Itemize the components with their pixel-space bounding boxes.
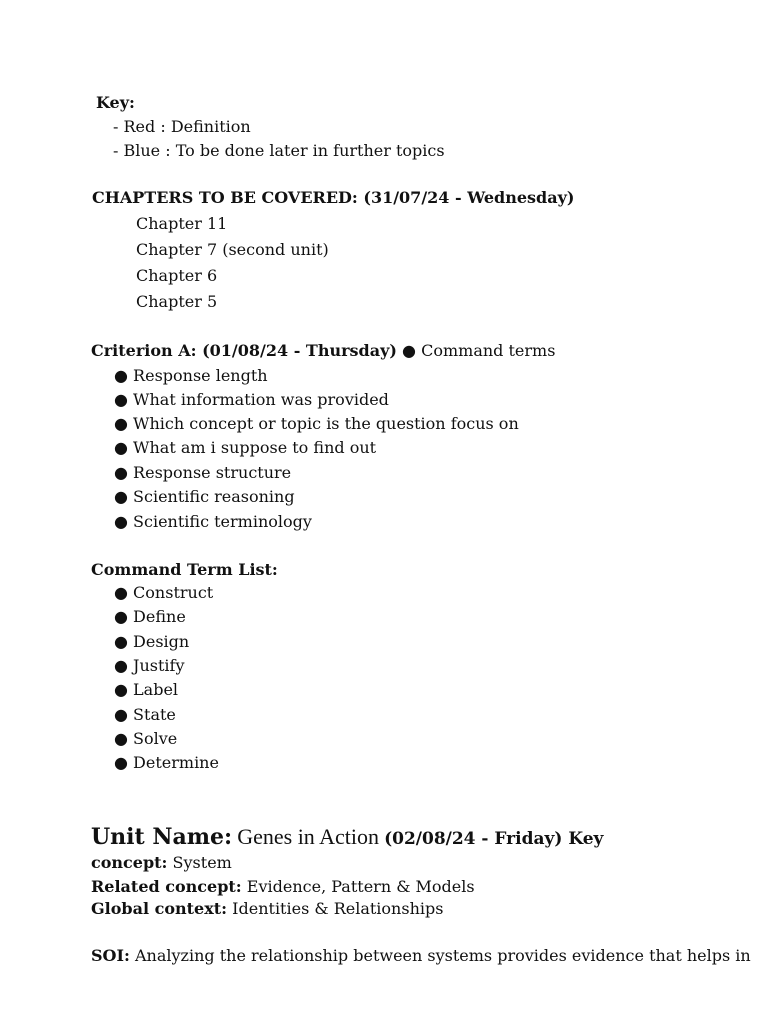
unit-date: (02/08/24 - Friday) Key (384, 829, 604, 849)
command-term-item: ● Design (114, 632, 190, 651)
unit-name-label: Unit Name: (91, 824, 233, 850)
criterion-item: ● What am i suppose to find out (114, 438, 377, 457)
unit-concept-line (91, 853, 232, 873)
chapter-item: Chapter 5 (136, 292, 218, 311)
unit-soi-value: Analyzing the relationship between systems provides evidence that helps in (134, 946, 751, 965)
criterion-item: ● Scientific terminology (114, 512, 312, 531)
unit-related-value: Evidence, Pattern & Models (246, 877, 475, 896)
unit-concept-label: concept: (91, 853, 168, 872)
command-term-item: ● Justify (114, 656, 185, 675)
criterion-heading: Criterion A: (01/08/24 - Thursday) (91, 341, 397, 360)
unit-global-line (91, 899, 443, 919)
command-term-item: ● State (114, 705, 176, 724)
criterion-item: ● Response structure (114, 463, 292, 482)
criterion-inline-item: ● Command terms (402, 341, 556, 360)
unit-related-line (91, 877, 475, 897)
unit-name-line (91, 824, 603, 852)
criterion-item: ● Which concept or topic is the question focus on (114, 414, 519, 433)
chapter-item: Chapter 6 (136, 266, 218, 285)
command-term-item: ● Define (114, 607, 186, 626)
unit-concept-value: System (172, 853, 232, 872)
command-term-item: ● Construct (114, 583, 214, 602)
unit-related-label: Related concept: (91, 877, 242, 896)
unit-soi-line (91, 946, 751, 966)
key-title: Key: (96, 93, 135, 112)
criterion-item: ● Scientific reasoning (114, 487, 295, 506)
unit-soi-label: SOI: (91, 946, 130, 965)
command-term-item: ● Label (114, 680, 179, 699)
criterion-item: ● Response length (114, 366, 268, 385)
criterion-item: ● What information was provided (114, 390, 389, 409)
unit-global-value: Identities & Relationships (232, 899, 444, 918)
criterion-heading-line (91, 341, 555, 361)
chapter-item: Chapter 7 (second unit) (136, 240, 329, 259)
chapters-heading: CHAPTERS TO BE COVERED: (31/07/24 - Wednesday) (92, 188, 575, 207)
chapter-item: Chapter 11 (136, 214, 228, 233)
command-term-item: ● Solve (114, 729, 178, 748)
key-item-red: - Red : Definition (113, 117, 251, 136)
key-item-blue: - Blue : To be done later in further topics (113, 141, 445, 160)
command-terms-heading: Command Term List: (91, 560, 278, 579)
unit-global-label: Global context: (91, 899, 228, 918)
command-term-item: ● Determine (114, 753, 219, 772)
unit-name-value: Genes in Action (237, 824, 379, 849)
